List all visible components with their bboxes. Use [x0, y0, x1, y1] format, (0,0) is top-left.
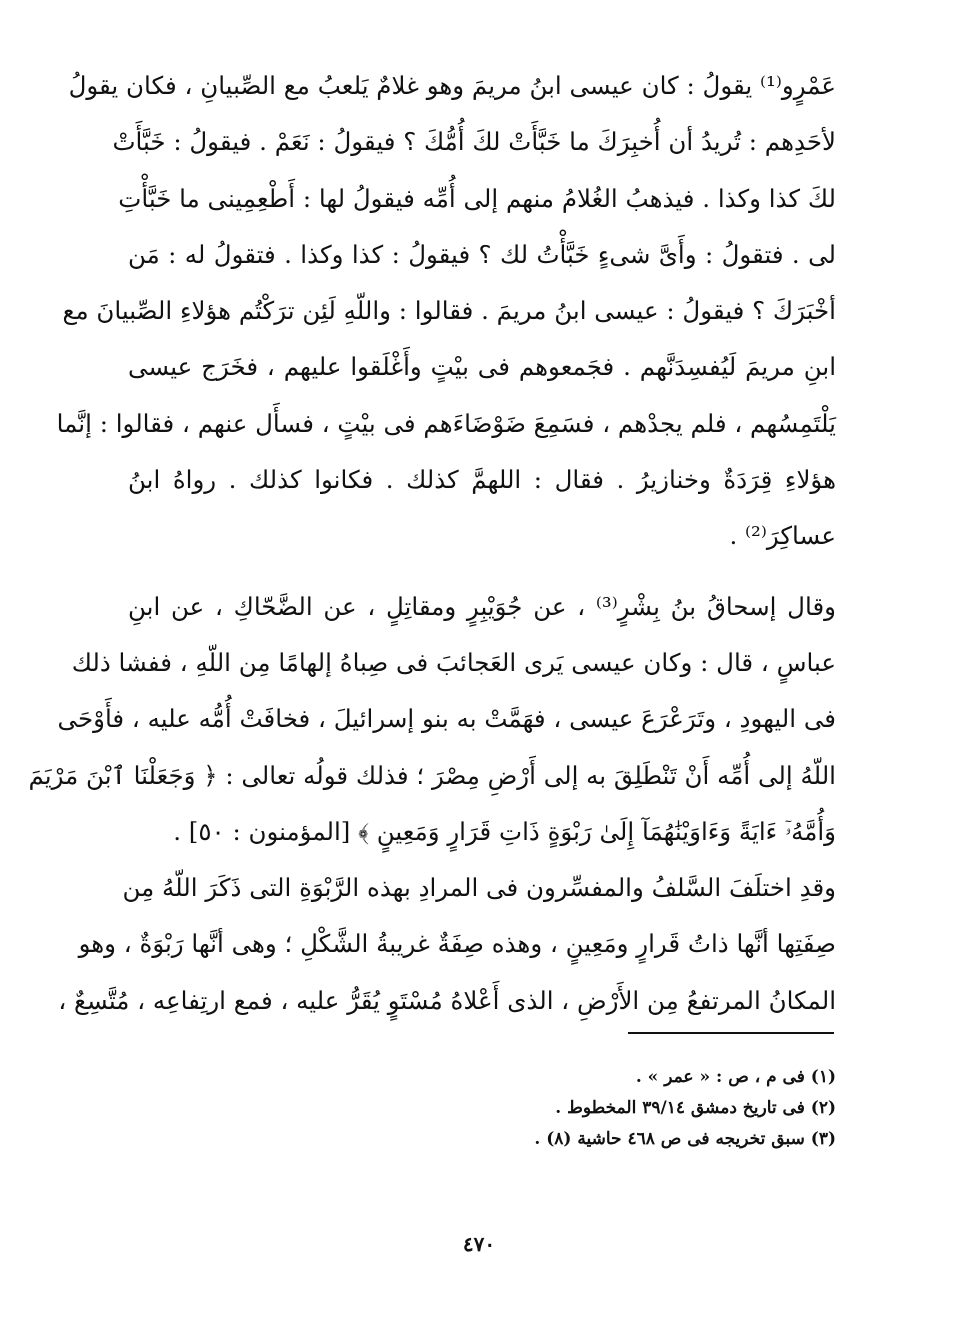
text-line: وَأُمَّهُۥٓ ءَايَةً وَءَاوَيْنَٰهُمَآ إِلَىٰ رَبْوَةٍ ذَاتِ قَرَارٍ وَمَعِينٍ ﴾ [المؤمنون : ٥٠] .: [173, 816, 836, 846]
text-line: المكانُ المرتفعُ مِن الأَرْضِ ، الذى أَعْلاهُ مُسْتَوٍ يُقَرُّ عليه ، فمع ارتِفاعِه ، مُتَّسِعٌ ،: [58, 985, 836, 1015]
text-line: وقال إسحاقُ بنُ بِشْرٍ⁽³⁾ ، عن جُوَيْبِرٍ ومقاتِلٍ ، عن الضَّحّاكِ ، عن ابنِ: [128, 591, 836, 621]
footnote-separator: [628, 1032, 834, 1034]
text-line: لأحَدِهم : تُريدُ أن أُخبِرَكَ ما خَبَّأَتْ لكَ أُمُّكَ ؟ فيقولُ : نَعَمْ . فيقولُ : خَبَّأَتْ: [112, 127, 836, 157]
text-line: عباسٍ ، قال : وكان عيسى يَرى العَجائبَ فى صِباهُ إلهامًا مِن اللّهِ ، ففشا ذلك: [71, 647, 836, 677]
page-number: ٤٧٠: [462, 1232, 496, 1256]
text-line: ابنِ مريمَ لَيُفسِدَنَّهم . فجَمعوهم فى بيْتٍ وأَغْلَقوا عليهم ، فخَرَج عيسى: [128, 352, 836, 382]
text-line: فى اليهودِ ، وتَرَعْرَعَ عيسى ، فهَمَّتْ به بنو إسرائيلَ ، فخافَتْ أُمُّه عليه ، فأَوْحَى: [57, 704, 836, 734]
paragraph-1: [56, 58, 836, 565]
footnote-2: (٢) فى تاريخ دمشق ٣٩/١٤ المخطوط .: [555, 1098, 836, 1118]
footnotes: [300, 1062, 836, 1155]
paragraph-2: [28, 579, 836, 860]
footnote-3: (٣) سبق تخريجه فى ص ٤٦٨ حاشية (٨) .: [534, 1129, 836, 1149]
text-line: لكَ كذا وكذا . فيذهبُ الغُلامُ منهم إلى أُمِّه فيقولُ لها : أَطْعِمِينى ما خَبَّأْتِ: [118, 183, 836, 213]
text-line: عساكِرَ⁽²⁾ .: [729, 521, 836, 551]
body-text: [28, 58, 836, 1029]
paragraph-gap: [128, 565, 836, 579]
text-line: أخْبَرَكَ ؟ فيقولُ : عيسى ابنُ مريمَ . فقالوا : واللّهِ لَئِن ترَكْتُم هؤلاءِ الصِّبيانَ مع: [62, 296, 836, 326]
text-line: وقدِ اختلَفَ السَّلفُ والمفسِّرون فى المرادِ بهذه الرَّبْوَةِ التى ذَكَرَ اللّهُ مِن: [122, 873, 836, 903]
text-line: هؤلاءِ قِرَدَةٌ وخنازيرُ . فقال : اللهمَّ كذلك . فكانوا كذلك . رواهُ ابنُ: [128, 465, 836, 495]
text-line: صِفَتِها أنَّها ذاتُ قَرارٍ ومَعِينٍ ، وهذه صِفَةٌ غريبةُ الشَّكْلِ ؛ وهى أنَّها رَبْوَةٌ ، وهو: [78, 929, 836, 959]
text-line: لى . فتقولُ : وأَىَّ شىءٍ خَبَّأْتُ لك ؟ فيقولُ : كذا وكذا . فتقولُ له : مَن: [128, 239, 836, 269]
paragraph-3: [58, 860, 836, 1029]
text-line: اللّهُ إلى أُمِّه أَنْ تَنْطَلِقَ به إلى أَرْضِ مِصْرَ ؛ فذلك قولُه تعالى : ﴿ وَجَعَلْنَا ٱبْنَ مَرْيَمَ: [28, 760, 836, 790]
text-line: عَمْرٍو⁽¹⁾ يقولُ : كان عيسى ابنُ مريمَ وهو غلامٌ يَلعبُ مع الصِّبيانِ ، فكان يقولُ: [68, 71, 836, 100]
text-line: يَلْتَمِسُهم ، فلم يجدْهم ، فسَمِعَ ضَوْضَاءَهم فى بيْتٍ ، فسأَل عنهم ، فقالوا : إنَّما: [56, 408, 836, 438]
footnote-1: (١) فى م ، ص : « عمر » .: [635, 1067, 836, 1087]
